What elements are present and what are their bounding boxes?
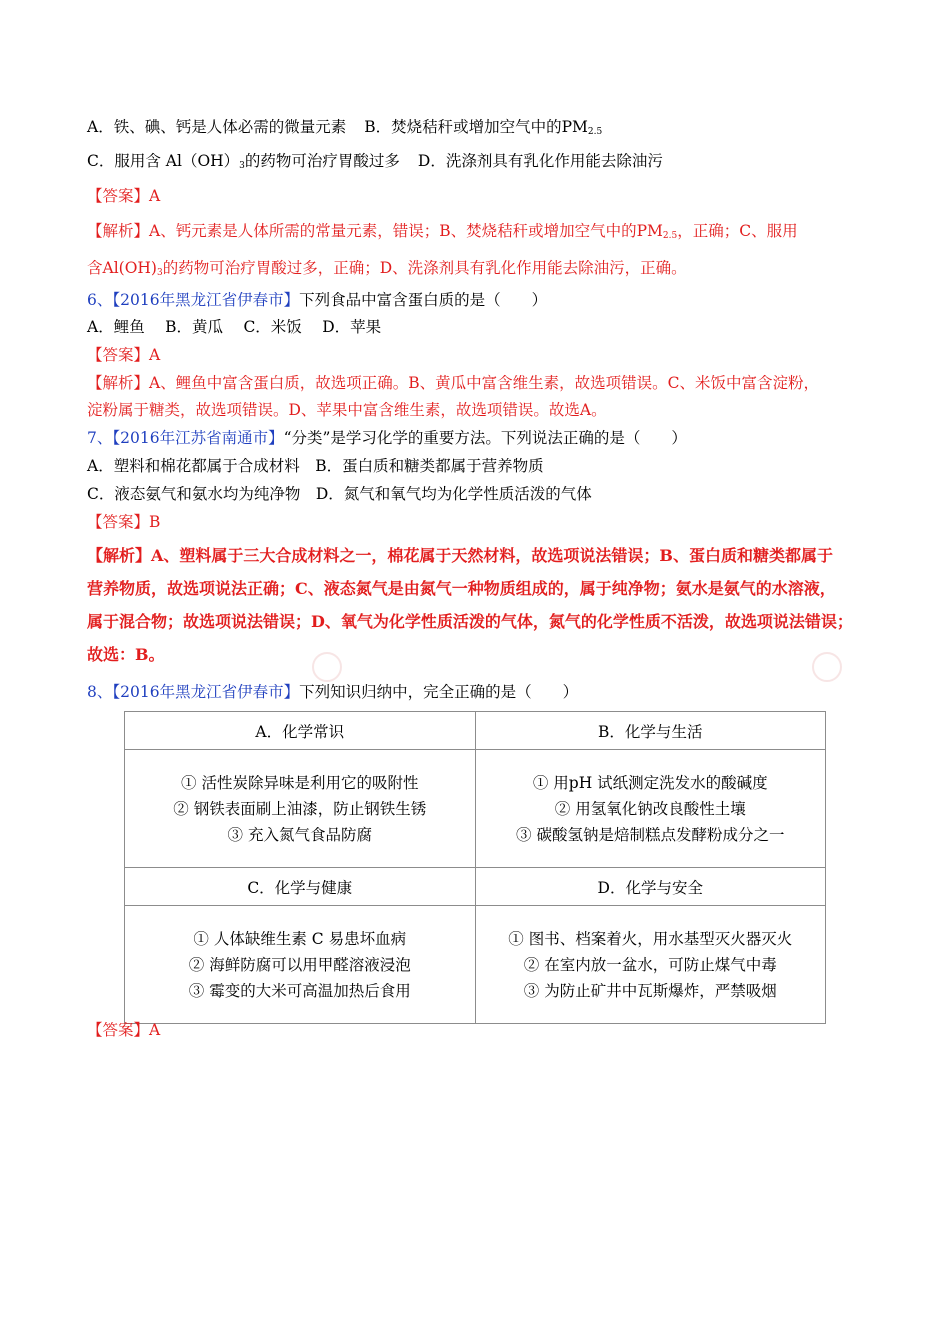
q8-stem: 下列知识归纳中，完全正确的是（ ） [299, 683, 579, 701]
q7-analysis-line-3: 属于混合物；故选项说法错误；D、氧气为化学性质活泼的气体，氮气的化学性质不活泼，故选项说法错误； [87, 612, 853, 631]
q5-analysis-subscript: 2.5 [662, 231, 678, 241]
q7-options-ab: A．塑料和棉花都属于合成材料 B．蛋白质和糖类都属于营养物质 [87, 457, 544, 475]
q5-option-a: A．铁、碘、钙是人体必需的微量元素 [87, 118, 347, 136]
q5-analysis-text: 【解析】A、钙元素是人体所需的常量元素，错误；B、焚烧秸秆或增加空气中的PM [87, 222, 663, 240]
table-item: ③ 为防止矿井中瓦斯爆炸，严禁吸烟 [523, 981, 777, 1000]
q6-stem: 下列食品中富含蛋白质的是（ ） [299, 291, 548, 309]
q7-source: 【2016年江苏省南通市】 [112, 429, 284, 447]
table-cell-c [125, 906, 476, 1024]
q6-analysis-line-2: 淀粉属于糖类，故选项错误。D、苹果中富含维生素，故选项错误。故选A。 [87, 401, 607, 419]
watermark-mark [812, 652, 842, 682]
q5-analysis2-subscript: 3 [156, 268, 163, 278]
table-item: ③ 碳酸氢钠是焙制糕点发酵粉成分之一 [516, 825, 785, 844]
q7-stem: “分类”是学习化学的重要方法。下列说法正确的是（ ） [283, 429, 687, 447]
q7-analysis-line-1: 【解析】A、塑料属于三大合成材料之一，棉花属于天然材料，故选项说法错误；B、蛋白质和糖类都属于 [87, 546, 833, 565]
q8-stem-line [87, 682, 578, 702]
table-item: ③ 霉变的大米可高温加热后食用 [188, 981, 411, 1000]
q5-option-c: C．服用含 Al（OH） [87, 152, 240, 170]
q7-options-cd: C．液态氨气和氨水均为纯净物 D．氮气和氧气均为化学性质活泼的气体 [87, 485, 592, 503]
table-item: ② 海鲜防腐可以用甲醛溶液浸泡 [188, 955, 411, 974]
table-item: ① 图书、档案着火，用水基型灭火器灭火 [508, 929, 793, 948]
q5-options-ab [87, 117, 602, 142]
table-cell-b [475, 750, 826, 868]
watermark-mark [312, 652, 342, 682]
q5-analysis-line-2 [87, 258, 687, 283]
q6-analysis-line-1: 【解析】A、鲤鱼中富含蛋白质，故选项正确。B、黄瓜中富含维生素，故选项错误。C、米饭中富含淀粉， [87, 374, 819, 392]
table-item: ② 在室内放一盆水，可防止煤气中毒 [523, 955, 777, 974]
q6-answer: 【答案】A [87, 346, 161, 364]
table-header-b: B．化学与生活 [475, 712, 826, 750]
table-item: ① 活性炭除异味是利用它的吸附性 [181, 773, 419, 792]
table-item: ① 用pH 试纸测定洗发水的酸碱度 [532, 773, 768, 792]
knowledge-table [124, 711, 826, 1024]
q5-analysis2-text-rest: 的药物可治疗胃酸过多，正确；D、洗涤剂具有乳化作用能去除油污，正确。 [162, 259, 687, 277]
q8-answer: 【答案】A [87, 1021, 161, 1039]
q6-stem-line [87, 290, 547, 310]
q5-option-d: D．洗涤剂具有乳化作用能去除油污 [417, 152, 663, 170]
table-item: ② 用氢氧化钠改良酸性土壤 [554, 799, 746, 818]
q7-answer: 【答案】B [87, 513, 161, 531]
q8-number: 8、 [87, 683, 113, 701]
q5-option-c-rest: 的药物可治疗胃酸过多 [244, 152, 400, 170]
q6-number: 6、 [87, 291, 113, 309]
q5-options-cd [87, 151, 663, 176]
table-header-d: D．化学与安全 [475, 868, 826, 906]
q7-number: 7、 [87, 429, 113, 447]
q5-option-b-subscript: 2.5 [587, 127, 603, 137]
q8-source: 【2016年黑龙江省伊春市】 [112, 683, 300, 701]
q7-analysis-line-4: 故选：B。 [87, 645, 165, 664]
q7-analysis-line-2: 营养物质，故选项说法正确；C、液态氮气是由氮气一种物质组成的，属于纯净物；氨水是氨气的水溶液， [87, 579, 836, 598]
table-item: ① 人体缺维生素 C 易患坏血病 [193, 929, 407, 948]
table-header-a: A．化学常识 [125, 712, 476, 750]
q6-options: A．鲤鱼 B．黄瓜 C．米饭 D．苹果 [87, 318, 382, 336]
q5-answer: 【答案】A [87, 187, 161, 205]
table-item: ② 钢铁表面刷上油漆，防止钢铁生锈 [173, 799, 427, 818]
q6-source: 【2016年黑龙江省伊春市】 [112, 291, 300, 309]
q7-stem-line [87, 428, 687, 448]
table-cell-a [125, 750, 476, 868]
q5-option-b: B．焚烧秸秆或增加空气中的PM [364, 118, 588, 136]
table-item: ③ 充入氮气食品防腐 [227, 825, 372, 844]
q5-analysis-text-rest: ，正确；C、服用 [677, 222, 798, 240]
table-header-c: C．化学与健康 [125, 868, 476, 906]
q5-analysis-line-1 [87, 221, 798, 246]
table-cell-d [475, 906, 826, 1024]
q5-option-c-subscript: 3 [239, 161, 245, 171]
q5-analysis2-text: 含Al(OH) [87, 259, 157, 277]
